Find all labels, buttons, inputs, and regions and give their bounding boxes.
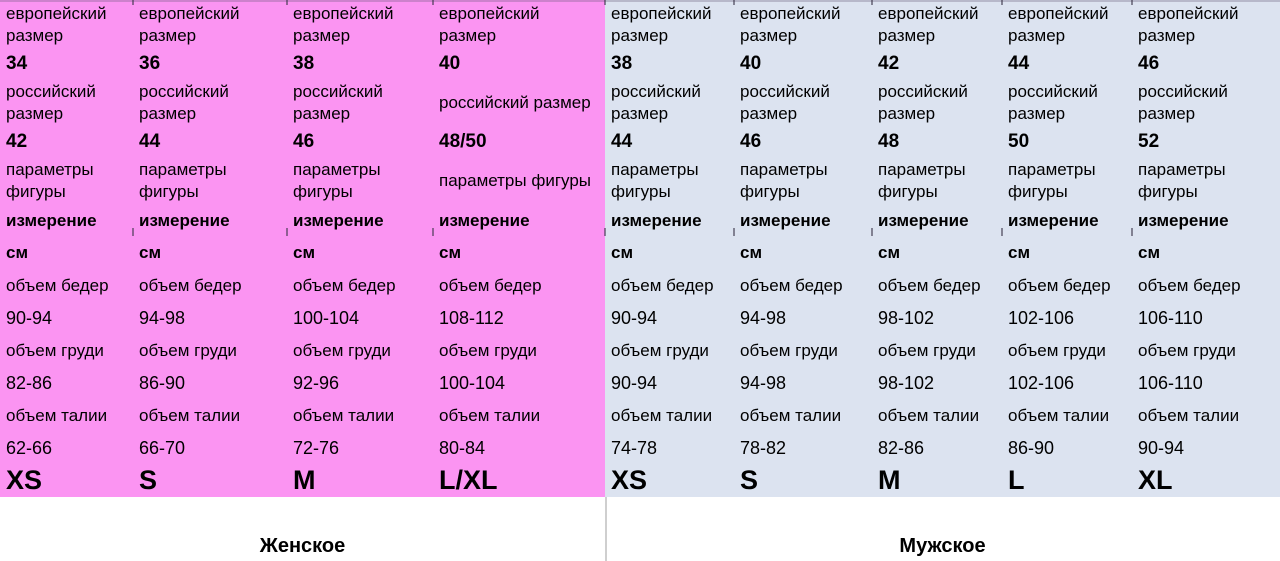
eu-size-value: 36 [139,53,161,74]
ru-size-value-cell [433,128,605,156]
ru-size-value: 48/50 [439,131,487,152]
measurement-label-cell [287,206,433,236]
figure-params-label-cell [605,156,734,206]
size-column [872,0,1002,497]
ru-size-label: российский размер [740,82,830,123]
chest-value-cell [287,367,433,399]
waist-label: объем талии [1008,405,1110,425]
chest-label-cell [872,334,1002,367]
units-label: см [878,243,901,262]
eu-size-value: 44 [1008,53,1030,74]
waist-value: 82-86 [878,437,925,458]
chest-value-cell [0,367,133,399]
hips-value: 108-112 [439,307,504,328]
waist-value-cell [605,432,734,464]
hips-value-cell [287,302,433,334]
eu-size-value: 40 [439,53,461,74]
hips-label: объем бедер [740,276,843,295]
chest-label-cell [0,334,133,367]
size-letter: XS [611,465,648,495]
measurement-label: измерение [611,211,702,230]
hips-label: объем бедер [439,276,542,295]
eu-size-label-cell [872,0,1002,50]
size-letter-cell [1002,464,1132,497]
waist-value-cell [1132,432,1280,464]
ru-size-label-cell [0,78,133,128]
units-label: см [1138,243,1161,262]
units-label: см [740,243,763,262]
chest-label: объем груди [293,340,391,360]
eu-size-label: европейский размер [878,4,979,45]
waist-value: 62-66 [6,437,53,458]
size-letter-cell [734,464,872,497]
hips-value: 102-106 [1008,307,1075,328]
figure-params-label: параметры фигуры [1138,160,1226,201]
hips-label-cell [0,270,133,302]
eu-size-value: 38 [611,53,633,74]
eu-size-value-cell [1002,50,1132,78]
waist-value: 66-70 [139,437,186,458]
women-section-label: Женское [259,535,346,557]
eu-size-value: 42 [878,53,900,74]
size-letter-cell [287,464,433,497]
units-label-cell [133,236,287,270]
eu-size-label-cell [287,0,433,50]
measurement-label: измерение [740,211,831,230]
chest-label: объем груди [878,340,976,360]
column-divider-tick [132,228,134,236]
chest-label-cell [287,334,433,367]
waist-value: 72-76 [293,437,340,458]
chest-value-cell [872,367,1002,399]
ru-size-label: российский размер [1138,82,1228,123]
size-letter-cell [605,464,734,497]
ru-size-label: российский размер [293,82,383,123]
ru-size-value-cell [0,128,133,156]
eu-size-label: европейский размер [6,4,107,45]
chest-label: объем груди [139,340,237,360]
units-label-cell [605,236,734,270]
measurement-label-cell [734,206,872,236]
figure-params-label: параметры фигуры [1008,160,1096,201]
measurement-label-cell [872,206,1002,236]
hips-label: объем бедер [6,276,109,295]
measurement-label: измерение [439,211,530,230]
chest-label: объем груди [1138,340,1236,360]
measurement-label-cell [0,206,133,236]
eu-size-label: европейский размер [139,4,240,45]
ru-size-value-cell [1132,128,1280,156]
eu-size-label-cell [734,0,872,50]
waist-value-cell [1002,432,1132,464]
units-label-cell [433,236,605,270]
units-label: см [139,243,162,262]
eu-size-value-cell [1132,50,1280,78]
size-column [0,0,133,497]
figure-params-label: параметры фигуры [740,160,828,201]
eu-size-label-cell [1002,0,1132,50]
measurement-label-cell [605,206,734,236]
measurement-label: измерение [878,211,969,230]
chest-label-cell [734,334,872,367]
size-column [1002,0,1132,497]
eu-size-label: европейский размер [1138,4,1239,45]
units-label: см [439,243,462,262]
chest-label: объем груди [740,340,838,360]
hips-label-cell [872,270,1002,302]
eu-size-label-cell [1132,0,1280,50]
eu-size-value-cell [605,50,734,78]
column-divider-tick [432,0,434,5]
measurement-label-cell [1002,206,1132,236]
ru-size-label: российский размер [611,82,701,123]
waist-value-cell [872,432,1002,464]
waist-label-cell [734,399,872,432]
chest-value: 98-102 [878,372,935,393]
size-column [287,0,433,497]
figure-params-label-cell [433,156,605,206]
units-label: см [6,243,29,262]
table-footer [0,497,1280,561]
size-letter: L [1008,465,1025,495]
hips-label-cell [287,270,433,302]
chest-value-cell [1132,367,1280,399]
ru-size-value-cell [287,128,433,156]
waist-label: объем талии [139,405,241,425]
eu-size-label-cell [0,0,133,50]
waist-label-cell [605,399,734,432]
chest-value-cell [133,367,287,399]
ru-size-value-cell [133,128,287,156]
eu-size-label-cell [605,0,734,50]
chest-value: 106-110 [1138,372,1203,393]
hips-label: объем бедер [293,276,396,295]
hips-label-cell [1002,270,1132,302]
hips-label-cell [133,270,287,302]
waist-label-cell [1132,399,1280,432]
units-label-cell [0,236,133,270]
ru-size-label-cell [287,78,433,128]
column-divider-tick [1001,0,1003,5]
eu-size-value: 46 [1138,53,1160,74]
figure-params-label: параметры фигуры [6,160,94,201]
waist-value: 90-94 [1138,437,1185,458]
size-letter: S [139,465,158,495]
ru-size-label: российский размер [878,82,968,123]
chest-label-cell [1002,334,1132,367]
chest-label: объем груди [611,340,709,360]
chest-value-cell [1002,367,1132,399]
eu-size-value: 40 [740,53,762,74]
ru-size-value-cell [872,128,1002,156]
figure-params-label-cell [872,156,1002,206]
size-letter: XL [1138,465,1173,495]
figure-params-label: параметры фигуры [439,171,591,190]
chest-value: 102-106 [1008,372,1075,393]
column-divider-tick [1131,228,1133,236]
ru-size-label: российский размер [139,82,229,123]
hips-label: объем бедер [139,276,242,295]
hips-value-cell [605,302,734,334]
ru-size-value: 44 [611,131,633,152]
figure-params-label-cell [133,156,287,206]
waist-value: 74-78 [611,437,658,458]
ru-size-label-cell [872,78,1002,128]
eu-size-label: европейский размер [293,4,394,45]
waist-label: объем талии [439,405,541,425]
waist-value: 86-90 [1008,437,1055,458]
hips-value: 100-104 [293,307,360,328]
column-divider-tick [733,0,735,5]
hips-value: 98-102 [878,307,935,328]
eu-size-value-cell [433,50,605,78]
eu-size-value: 38 [293,53,315,74]
column-divider-tick [733,228,735,236]
measurement-label-cell [1132,206,1280,236]
units-label-cell [872,236,1002,270]
waist-value-cell [133,432,287,464]
hips-value-cell [133,302,287,334]
column-divider-tick [1131,0,1133,5]
waist-label: объем талии [878,405,980,425]
column-divider-tick [286,228,288,236]
chest-label-cell [605,334,734,367]
men-section-label: Мужское [899,535,986,557]
waist-label-cell [433,399,605,432]
hips-label-cell [433,270,605,302]
hips-value: 106-110 [1138,307,1203,328]
section-divider-line [605,497,607,561]
size-letter: S [740,465,759,495]
ru-size-value: 42 [6,131,28,152]
column-divider-tick [1001,228,1003,236]
chest-value: 82-86 [6,372,53,393]
hips-value: 94-98 [139,307,186,328]
waist-label-cell [1002,399,1132,432]
eu-size-value-cell [734,50,872,78]
column-divider-tick [132,0,134,5]
size-column [1132,0,1280,497]
waist-label: объем талии [611,405,713,425]
hips-label: объем бедер [1138,276,1241,295]
ru-size-value: 44 [139,131,161,152]
column-divider-tick [604,228,606,236]
figure-params-label-cell [1132,156,1280,206]
waist-value-cell [734,432,872,464]
column-divider-tick [286,0,288,5]
units-label: см [1008,243,1031,262]
measurement-label: измерение [1008,211,1099,230]
size-letter: M [293,465,316,495]
ru-size-value: 52 [1138,131,1160,152]
hips-value-cell [1132,302,1280,334]
hips-label-cell [605,270,734,302]
hips-value-cell [872,302,1002,334]
figure-params-label: параметры фигуры [878,160,966,201]
column-divider-tick [871,228,873,236]
measurement-label: измерение [139,211,230,230]
figure-params-label-cell [287,156,433,206]
ru-size-value-cell [1002,128,1132,156]
column-divider-tick [604,0,606,5]
ru-size-label-cell [734,78,872,128]
ru-size-value: 50 [1008,131,1030,152]
size-letter: XS [6,465,43,495]
waist-value-cell [287,432,433,464]
waist-label-cell [287,399,433,432]
waist-label-cell [872,399,1002,432]
waist-label: объем талии [293,405,395,425]
ru-size-label-cell [1002,78,1132,128]
eu-size-label: европейский размер [611,4,712,45]
ru-size-label: российский размер [1008,82,1098,123]
eu-size-value-cell [0,50,133,78]
column-divider-tick [871,0,873,5]
chest-value: 90-94 [611,372,658,393]
waist-value-cell [433,432,605,464]
hips-value: 90-94 [611,307,658,328]
size-letter-cell [1132,464,1280,497]
figure-params-label-cell [1002,156,1132,206]
ru-size-label-cell [1132,78,1280,128]
chest-label-cell [1132,334,1280,367]
ru-size-value-cell [734,128,872,156]
units-label: см [611,243,634,262]
units-label: см [293,243,316,262]
hips-label-cell [1132,270,1280,302]
size-letter-cell [133,464,287,497]
size-letter: M [878,465,901,495]
ru-size-value: 46 [740,131,762,152]
ru-size-label-cell [433,78,605,128]
hips-label: объем бедер [611,276,714,295]
chest-label: объем груди [439,340,537,360]
chest-value-cell [734,367,872,399]
figure-params-label: параметры фигуры [611,160,699,201]
size-column [433,0,605,497]
ru-size-value-cell [605,128,734,156]
chest-label: объем груди [6,340,104,360]
figure-params-label-cell [0,156,133,206]
figure-params-label: параметры фигуры [139,160,227,201]
hips-value-cell [734,302,872,334]
size-column [734,0,872,497]
chest-label-cell [133,334,287,367]
ru-size-label: российский размер [439,93,591,112]
eu-size-label-cell [133,0,287,50]
eu-size-label: европейский размер [740,4,841,45]
measurement-label: измерение [293,211,384,230]
hips-label-cell [734,270,872,302]
chest-value-cell [433,367,605,399]
eu-size-value-cell [872,50,1002,78]
waist-value: 78-82 [740,437,787,458]
measurement-label: измерение [6,211,97,230]
measurement-label-cell [133,206,287,236]
eu-size-value-cell [287,50,433,78]
units-label-cell [1132,236,1280,270]
units-label-cell [1002,236,1132,270]
ru-size-value: 46 [293,131,315,152]
units-label-cell [734,236,872,270]
ru-size-label-cell [133,78,287,128]
waist-label: объем талии [1138,405,1240,425]
chest-value-cell [605,367,734,399]
hips-label: объем бедер [878,276,981,295]
size-letter-cell [872,464,1002,497]
waist-label: объем талии [740,405,842,425]
chest-value: 92-96 [293,372,340,393]
hips-value: 94-98 [740,307,787,328]
size-column [133,0,287,497]
figure-params-label-cell [734,156,872,206]
chest-label: объем груди [1008,340,1106,360]
measurement-label: измерение [1138,211,1229,230]
waist-label: объем талии [6,405,108,425]
waist-value: 80-84 [439,437,486,458]
eu-size-value: 34 [6,53,28,74]
chest-value: 100-104 [439,372,506,393]
hips-value-cell [433,302,605,334]
eu-size-label: европейский размер [439,4,540,45]
waist-label-cell [0,399,133,432]
size-letter-cell [433,464,605,497]
waist-value-cell [0,432,133,464]
measurement-label-cell [433,206,605,236]
chest-value: 94-98 [740,372,787,393]
eu-size-label-cell [433,0,605,50]
eu-size-value-cell [133,50,287,78]
eu-size-label: европейский размер [1008,4,1109,45]
hips-value-cell [0,302,133,334]
chest-value: 86-90 [139,372,186,393]
ru-size-label-cell [605,78,734,128]
hips-label: объем бедер [1008,276,1111,295]
size-letter: L/XL [439,465,498,495]
hips-value-cell [1002,302,1132,334]
figure-params-label: параметры фигуры [293,160,381,201]
chest-label-cell [433,334,605,367]
ru-size-value: 48 [878,131,900,152]
ru-size-label: российский размер [6,82,96,123]
hips-value: 90-94 [6,307,53,328]
column-divider-tick [432,228,434,236]
waist-label-cell [133,399,287,432]
size-letter-cell [0,464,133,497]
units-label-cell [287,236,433,270]
size-column [605,0,734,497]
